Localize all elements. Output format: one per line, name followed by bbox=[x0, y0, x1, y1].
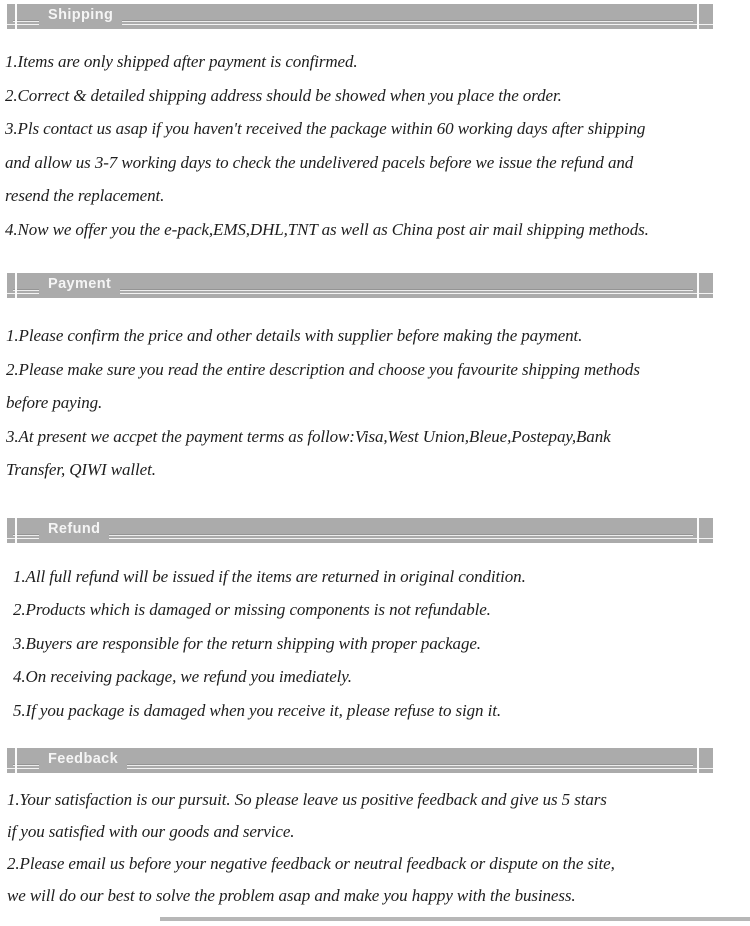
description-line: 2.Please make sure you read the entire description and choose you favourite shipping methods bbox=[6, 359, 640, 379]
header-left-divider bbox=[15, 4, 17, 29]
header-right-divider bbox=[697, 4, 699, 29]
description-line: 1.Items are only shipped after payment is confirmed. bbox=[5, 52, 358, 71]
description-line: if you satisfied with our goods and service. bbox=[7, 822, 295, 841]
shipping-text-block bbox=[0, 45, 750, 246]
header-right-divider bbox=[697, 748, 699, 773]
header-left-divider bbox=[15, 748, 17, 773]
description-line: 1.Please confirm the price and other details with supplier before making the payment. bbox=[6, 326, 583, 345]
description-line: 3.Pls contact us asap if you haven't received the package within 60 working days after shipping bbox=[5, 119, 646, 138]
description-line: 1.All full refund will be issued if the items are returned in original condition. bbox=[13, 566, 526, 586]
description-line: 4.Now we offer you the e-pack,EMS,DHL,TNT as well as China post air mail shipping methods. bbox=[5, 219, 649, 239]
section-title-refund: Refund bbox=[39, 520, 109, 539]
description-line: 2.Please email us before your negative feedback or neutral feedback or dispute on the site, bbox=[7, 854, 615, 873]
refund-text-block bbox=[0, 560, 750, 728]
header-rule bbox=[13, 534, 693, 536]
description-line: 4.On receiving package, we refund you imediately. bbox=[13, 667, 352, 686]
header-left-divider bbox=[15, 518, 17, 543]
header-bottom-highlight bbox=[7, 538, 713, 539]
description-line: 1.Your satisfaction is our pursuit. So please leave us positive feedback and give us 5 stars bbox=[7, 790, 607, 809]
header-left-divider bbox=[15, 273, 17, 298]
description-line: 2.Products which is damaged or missing components is not refundable. bbox=[13, 600, 491, 619]
section-title-feedback: Feedback bbox=[39, 750, 127, 769]
section-header-feedback bbox=[7, 748, 713, 773]
description-line: before paying. bbox=[6, 393, 103, 412]
section-header-shipping bbox=[7, 4, 713, 29]
header-right-divider bbox=[697, 518, 699, 543]
description-line: we will do our best to solve the problem asap and make you happy with the business. bbox=[7, 886, 576, 905]
feedback-text-block bbox=[0, 784, 750, 912]
section-header-payment bbox=[7, 273, 713, 298]
description-line: resend the replacement. bbox=[5, 186, 165, 205]
section-title-payment: Payment bbox=[39, 275, 120, 294]
description-line: 5.If you package is damaged when you receive it, please refuse to sign it. bbox=[13, 700, 501, 720]
payment-text-block bbox=[0, 319, 750, 487]
header-right-divider bbox=[697, 273, 699, 298]
description-line: 3.At present we accpet the payment terms as follow:Visa,West Union,Bleue,Postepay,Bank bbox=[6, 426, 611, 446]
section-title-shipping: Shipping bbox=[39, 6, 122, 25]
next-section-bar-partial bbox=[160, 917, 750, 921]
section-header-refund bbox=[7, 518, 713, 543]
description-line: 3.Buyers are responsible for the return shipping with proper package. bbox=[13, 633, 481, 653]
description-line: Transfer, QIWI wallet. bbox=[6, 460, 156, 479]
description-line: 2.Correct & detailed shipping address should be showed when you place the order. bbox=[5, 85, 562, 105]
description-line: and allow us 3-7 working days to check the undelivered pacels before we issue the refund and bbox=[5, 152, 634, 172]
